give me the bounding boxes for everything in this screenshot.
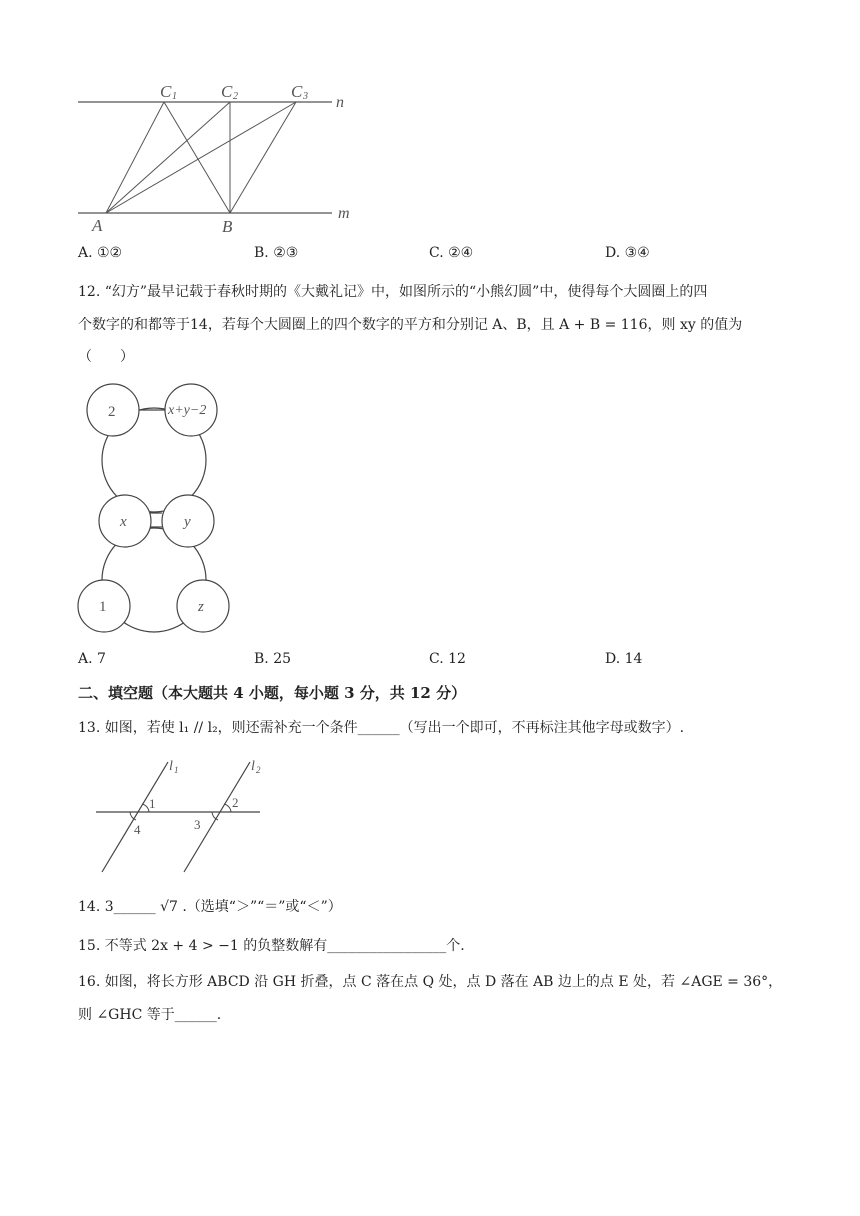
q12-option-c: C. 12	[429, 651, 466, 667]
q16-line2: 则 ∠GHC 等于______.	[78, 1007, 222, 1023]
q11-option-a: A. ①②	[78, 245, 123, 261]
label-c3: C	[291, 82, 303, 101]
q12-option-b: B. 25	[254, 651, 292, 667]
label-c2-sub: 2	[233, 91, 238, 102]
parallel-lines-angles-figure	[90, 752, 270, 882]
q11-option-d: D. ③④	[605, 245, 650, 261]
circle-label-xy2: x+y−2	[168, 403, 207, 418]
label-b: B	[222, 217, 233, 236]
q11-option-c: C. ②④	[429, 245, 474, 261]
label-l1-sub: 1	[174, 765, 179, 775]
q16-line1: 16. 如图，将长方形 ABCD 沿 GH 折叠，点 C 落在点 Q 处，点 D 落在 AB 边上的点 E 处，若 ∠AGE = 36°，	[78, 974, 783, 990]
angle-3: 3	[194, 817, 201, 832]
circle-label-2: 2	[108, 404, 116, 420]
label-c3-sub: 3	[303, 91, 308, 102]
q12-option-a: A. 7	[78, 651, 106, 667]
circle-label-x: x	[120, 514, 127, 530]
q12-line2: 个数字的和都等于14，若每个大圆圈上的四个数字的平方和分别记 A、B，且 A + B = 116，则 xy 的值为	[78, 317, 743, 333]
label-l1: l	[169, 759, 173, 774]
angle-1: 1	[149, 796, 156, 811]
q12-line1: 12. “幻方”最早记载于春秋时期的《大戴礼记》中，如图所示的“小熊幻圆”中，使得每个大圆圈上的四	[78, 284, 708, 300]
angle-4: 4	[134, 822, 141, 837]
q12-line3: （ ）	[78, 349, 134, 365]
q12-option-d: D. 14	[605, 651, 643, 667]
label-l2-sub: 2	[256, 765, 261, 775]
q15-text: 15. 不等式 2x + 4 > −1 的负整数解有_________________个.	[78, 938, 465, 954]
q14-text: 14. 3______ √7 .（选填“＞”“＝”或“＜”）	[78, 899, 342, 915]
label-l2: l	[251, 759, 255, 774]
label-m: m	[338, 205, 350, 222]
circle-label-z: z	[198, 599, 204, 615]
circle-label-y: y	[184, 514, 191, 530]
label-a: A	[92, 216, 103, 235]
q11-option-b: B. ②③	[254, 245, 299, 261]
angle-2: 2	[232, 795, 239, 810]
circle-label-1: 1	[99, 599, 107, 615]
parallel-lines-figure	[70, 78, 370, 238]
label-c1-sub: 1	[172, 91, 177, 102]
q13-text: 13. 如图，若使 l₁ // l₂，则还需补充一个条件______（写出一个即可，不再标注其他字母或数字）.	[78, 720, 685, 736]
label-c1: C	[160, 82, 172, 101]
label-c2: C	[221, 82, 233, 101]
section-heading: 二、填空题（本大题共 4 小题，每小题 3 分，共 12 分）	[78, 684, 467, 702]
bear-magic-circle-figure	[70, 375, 250, 640]
label-n: n	[336, 94, 344, 111]
